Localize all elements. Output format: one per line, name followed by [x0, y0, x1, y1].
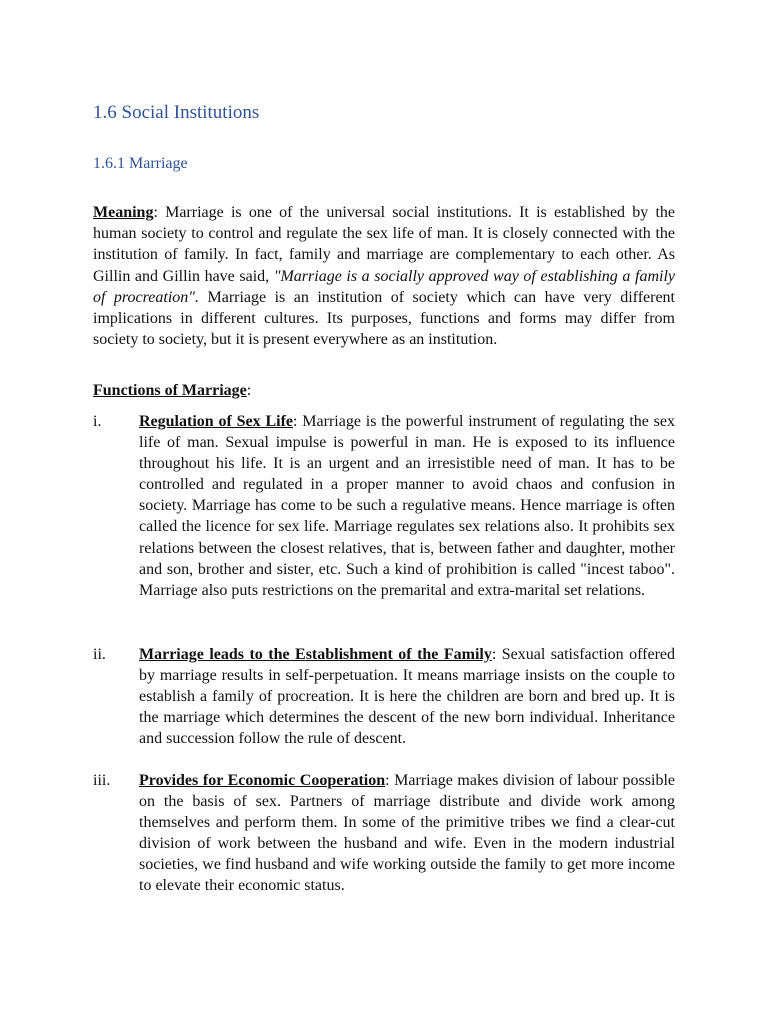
functions-heading-colon: : [246, 382, 252, 399]
item-body [139, 770, 675, 897]
meaning-label: Meaning [93, 204, 154, 221]
section-heading: 1.6 Social Institutions [93, 102, 260, 123]
item-title: Provides for Economic Cooperation [139, 772, 386, 789]
meaning-paragraph [93, 202, 675, 350]
item-text: : Marriage is the powerful instrument of regulating the sex life of man. Sexual impulse is powerful in man. He is exposed to its influence throughout his life. It is an urgent and an irresistible need of man. It has to be controlled and regulated in a proper manner to avoid chaos and confusion in society. Marriage has come to be such a regulative means. Hence marriage is often called the licence for sex life. Marriage regulates sex relations also. It prohibits sex relations between the closest relatives, that is, between father and daughter, mother and son, brother and sister, etc. Such a kind of prohibition is called "incest taboo". Marriage also puts restrictions on the premarital and extra-marital set relations. [139, 413, 676, 599]
functions-heading-label: Functions of Marriage [93, 382, 247, 399]
item-numeral: ii. [93, 646, 106, 663]
functions-heading [93, 380, 251, 401]
item-text: : Sexual satisfaction offered by marriage results in self-perpetuation. It means marriage insists on the couple to establish a family of procreation. It is here the children are born and bred up. It is the marriage which determines the descent of the new born individual. Inheritance and succession follow the rule of descent. [139, 646, 675, 748]
item-title: Regulation of Sex Life [139, 413, 294, 430]
item-text: : Marriage makes division of labour possible on the basis of sex. Partners of marriage distribute and divide work among themselves and perform them. In some of the primitive tribes we find a clear-cut division of work between the husband and wife. Even in the modern industrial societies, we find husband and wife working outside the family to get more income to elevate their economic status. [139, 772, 675, 895]
item-numeral: iii. [93, 772, 111, 789]
meaning-quote: "Marriage is a socially approved way of establishing a family of procreation". [93, 267, 676, 306]
item-body [139, 411, 675, 601]
function-item-regulation [93, 411, 675, 601]
meaning-text-before-quote: : Marriage is one of the universal social institutions. It is established by the human society to control and regulate the sex life of man. It is closely connected with the institution of family. In fact, family and marriage are complementary to each other. As Gillin and Gillin have said, [93, 204, 675, 285]
function-item-economic [93, 770, 675, 897]
item-title: Marriage leads to the Establishment of the Family [139, 646, 492, 663]
item-numeral: i. [93, 413, 102, 430]
meaning-text-after-quote: Marriage is an institution of society which can have very different implications in different cultures. Its purposes, functions and forms may differ from society to society, but it is present everywhere as an institution. [93, 288, 675, 349]
function-item-family [93, 644, 675, 749]
subsection-heading: 1.6.1 Marriage [93, 155, 188, 172]
item-body [139, 644, 675, 749]
